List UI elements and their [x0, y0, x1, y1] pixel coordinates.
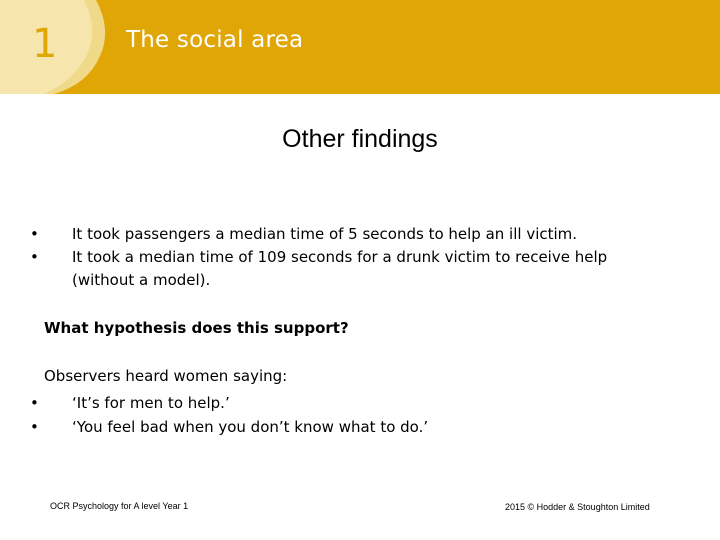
quotes-list [28, 391, 668, 439]
observers-intro: Observers heard women saying: [44, 367, 288, 385]
footer-course: OCR Psychology for A level Year 1 [50, 501, 189, 511]
section-title: The social area [126, 27, 304, 53]
finding-item: • It took a median time of 109 seconds for a drunk victim to receive help (without a model). [28, 246, 668, 292]
quote-item: • ‘You feel bad when you don’t know what to do.’ [28, 415, 668, 439]
slide-heading-text: Other findings [282, 125, 438, 153]
chapter-badge [0, 0, 112, 94]
footer-copyright: 2015 © Hodder & Stoughton Limited [505, 502, 650, 512]
finding-item: • It took passengers a median time of 5 seconds to help an ill victim. [28, 223, 668, 246]
chapter-number: 1 [32, 21, 58, 67]
header-banner [0, 0, 720, 94]
findings-list [28, 223, 668, 292]
question-text: What hypothesis does this support? [44, 319, 349, 337]
slide-heading [0, 125, 720, 154]
chapter-badge-shape [0, 0, 112, 94]
quote-item: • ‘It’s for men to help.’ [28, 391, 668, 415]
